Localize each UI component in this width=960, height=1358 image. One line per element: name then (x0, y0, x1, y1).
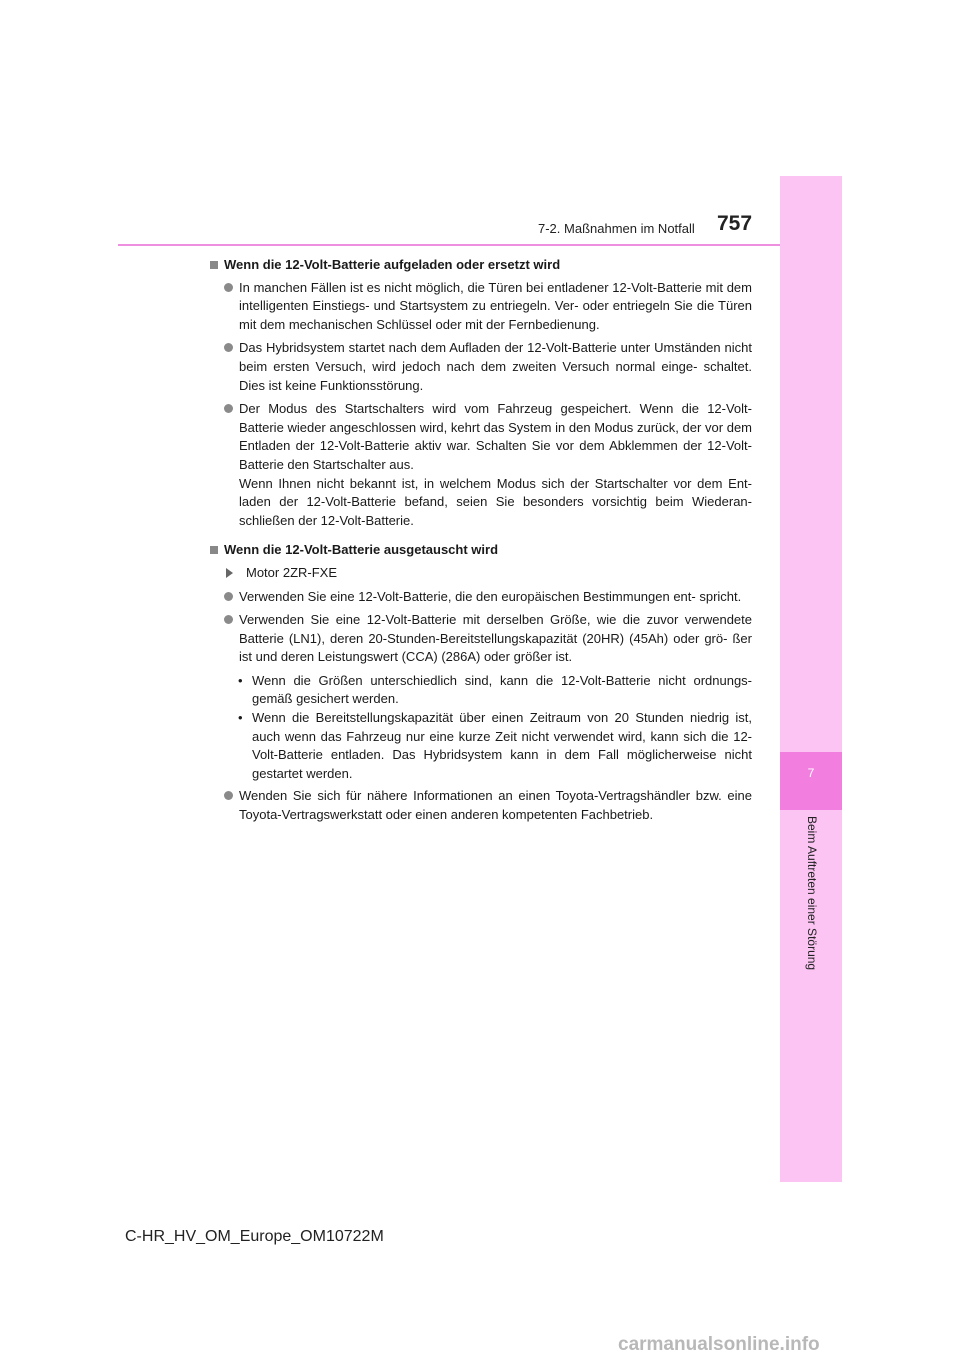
watermark: carmanualsonline.info (618, 1334, 820, 1355)
list-item: Das Hybridsystem startet nach dem Aufladen der 12-Volt-Batterie unter Umständen nicht beim ersten Versuch, wird jedoch nach dem zweiten Versuch normal einge- schaltet. Dies ist keine Funktionsstörung. (224, 339, 752, 395)
small-bullet-icon: • (238, 672, 243, 688)
circle-bullet-icon (224, 404, 233, 413)
circle-bullet-icon (224, 592, 233, 601)
section-heading: Wenn die 12-Volt-Batterie aufgeladen oder ersetzt wird (210, 256, 752, 275)
section-header: 7-2. Maßnahmen im Notfall (538, 221, 695, 236)
chapter-side-tab (780, 176, 842, 1182)
sub-list-item: • Wenn die Bereitstellungskapazität über einen Zeitraum von 20 Stunden niedrig ist, auch wenn das Fahrzeug nur eine kurze Zeit nicht verwendet wird, kann sich die 12-Volt-Batterie entladen. Das Hybridsystem kann in dem Fall möglicherweise nicht gestartet werden. (238, 710, 752, 781)
square-bullet-icon (210, 546, 218, 554)
chapter-title: Beim Auftreten einer Störung (805, 816, 819, 971)
list-item: Verwenden Sie eine 12-Volt-Batterie mit derselben Größe, wie die zuvor verwendete Batterie (LN1), deren 20-Stunden-Bereitstellungskapazität (20HR) (45Ah) oder grö- ßer ist und deren Leistungswert (CCA) (286A) oder größer ist. (224, 611, 752, 667)
square-bullet-icon (210, 261, 218, 269)
section-heading: Wenn die 12-Volt-Batterie ausgetauscht wird (210, 541, 752, 560)
page-number: 757 (717, 212, 753, 235)
chapter-tab-active (780, 752, 842, 810)
chapter-number: 7 (807, 766, 815, 780)
document-id: C-HR_HV_OM_Europe_OM10722M (125, 1228, 384, 1245)
engine-subheading: Motor 2ZR-FXE (224, 564, 752, 583)
triangle-pointer-icon (226, 568, 240, 578)
list-item: Wenden Sie sich für nähere Informationen an einen Toyota-Vertragshändler bzw. eine Toyota-Vertragswerkstatt oder einen anderen kompetenten Fachbetrieb. (224, 787, 752, 824)
circle-bullet-icon (224, 791, 233, 800)
sub-list-item: • Wenn die Größen unterschiedlich sind, kann die 12-Volt-Batterie nicht ordnungs- gemäß gesichert werden. (238, 672, 752, 707)
page-content (210, 256, 752, 830)
list-item: Verwenden Sie eine 12-Volt-Batterie, die den europäischen Bestimmungen ent- spricht. (224, 588, 752, 607)
header-divider (118, 244, 780, 246)
circle-bullet-icon (224, 343, 233, 352)
list-item: In manchen Fällen ist es nicht möglich, die Türen bei entladener 12-Volt-Batterie mit dem intelligenten Einstiegs- und Startsystem zu entriegeln. Ver- oder entriegeln Sie die Türen mit dem mechanischen Schlüssel oder mit der Fernbedienung. (224, 279, 752, 335)
circle-bullet-icon (224, 615, 233, 624)
list-item: Der Modus des Startschalters wird vom Fahrzeug gespeichert. Wenn die 12-Volt- Batterie wieder angeschlossen wird, kehrt das System in den Modus zurück, der vor dem Entladen der 12-Volt-Batterie aktiv war. Schalten Sie vor dem Abklemmen der 12-Volt-Batterie den Startschalter aus. Wenn Ihnen nicht bekannt ist, in welchem Modus sich der Startschalter vor dem Ent- laden der 12-Volt-Batterie befand, seien Sie besonders vorsichtig beim Wiederan- schließen der 12-Volt-Batterie. (224, 400, 752, 530)
small-bullet-icon: • (238, 710, 243, 726)
circle-bullet-icon (224, 283, 233, 292)
